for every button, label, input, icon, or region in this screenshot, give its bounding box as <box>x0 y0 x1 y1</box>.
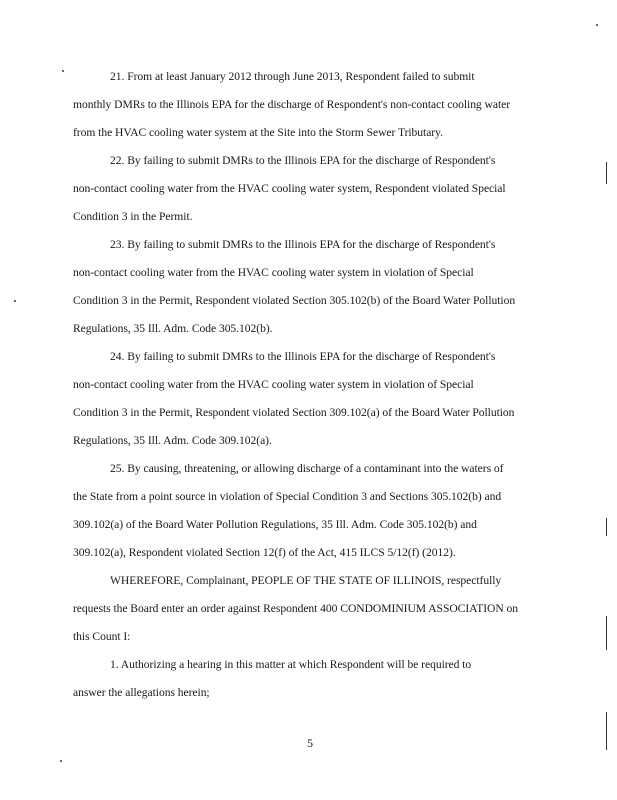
para-21-line-3: from the HVAC cooling water system at the Site into the Storm Sewer Tributary. <box>73 126 443 139</box>
para-24-line-4: Regulations, 35 Ill. Adm. Code 309.102(a). <box>73 434 272 447</box>
scan-dot <box>14 300 16 302</box>
para-24-line-2: non-contact cooling water from the HVAC cooling water system in violation of Special <box>73 378 474 391</box>
scan-mark <box>606 518 607 536</box>
scan-dot <box>62 70 64 72</box>
para-24-line-3: Condition 3 in the Permit, Respondent violated Section 309.102(a) of the Board Water Pollution <box>73 406 515 419</box>
relief-1-line-1: 1. Authorizing a hearing in this matter at which Respondent will be required to <box>110 658 472 671</box>
para-25-line-2: the State from a point source in violation of Special Condition 3 and Sections 305.102(b) and <box>73 490 502 503</box>
relief-1-line-2: answer the allegations herein; <box>73 686 210 699</box>
scan-mark <box>606 616 607 650</box>
para-23-line-2: non-contact cooling water from the HVAC cooling water system in violation of Special <box>73 266 474 279</box>
wherefore-line-2: requests the Board enter an order against Respondent 400 CONDOMINIUM ASSOCIATION on <box>73 602 519 615</box>
page-number: 5 <box>307 736 313 750</box>
para-22-line-3: Condition 3 in the Permit. <box>73 210 193 223</box>
para-22-line-1: 22. By failing to submit DMRs to the Illinois EPA for the discharge of Respondent's <box>110 154 496 167</box>
para-23-line-3: Condition 3 in the Permit, Respondent violated Section 305.102(b) of the Board Water Pollution <box>73 294 516 307</box>
scan-dot <box>596 24 598 26</box>
para-22-line-2: non-contact cooling water from the HVAC cooling water system, Respondent violated Special <box>73 182 506 195</box>
para-25-line-3: 309.102(a) of the Board Water Pollution Regulations, 35 Ill. Adm. Code 305.102(b) and <box>73 518 477 531</box>
scan-mark <box>606 162 607 184</box>
scan-dot <box>60 760 62 762</box>
para-21-line-2: monthly DMRs to the Illinois EPA for the discharge of Respondent's non-contact cooling water <box>73 98 511 111</box>
para-25-line-4: 309.102(a), Respondent violated Section 12(f) of the Act, 415 ILCS 5/12(f) (2012). <box>73 546 456 559</box>
wherefore-line-3: this Count I: <box>73 630 131 643</box>
para-21-line-1: 21. From at least January 2012 through June 2013, Respondent failed to submit <box>110 70 475 83</box>
para-24-line-1: 24. By failing to submit DMRs to the Illinois EPA for the discharge of Respondent's <box>110 350 496 363</box>
para-23-line-4: Regulations, 35 Ill. Adm. Code 305.102(b). <box>73 322 273 335</box>
wherefore-line-1: WHEREFORE, Complainant, PEOPLE OF THE STATE OF ILLINOIS, respectfully <box>110 574 502 587</box>
para-23-line-1: 23. By failing to submit DMRs to the Illinois EPA for the discharge of Respondent's <box>110 238 496 251</box>
scan-mark <box>606 712 607 750</box>
para-25-line-1: 25. By causing, threatening, or allowing discharge of a contaminant into the waters of <box>110 462 504 475</box>
